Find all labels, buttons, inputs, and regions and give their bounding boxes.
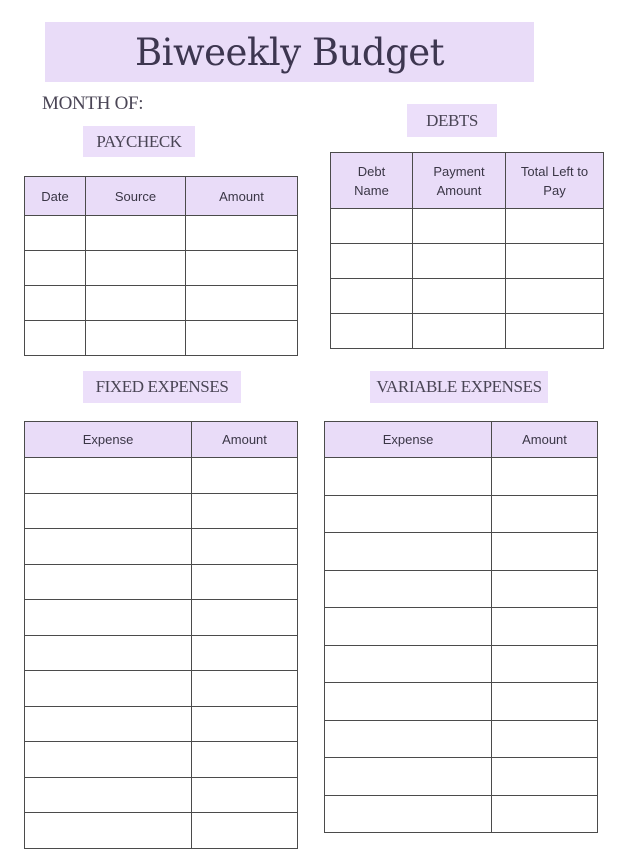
fixed-cell[interactable] bbox=[25, 671, 192, 707]
variable-cell[interactable] bbox=[492, 720, 598, 758]
fixed-table-row bbox=[25, 493, 298, 529]
variable-table-row bbox=[325, 758, 598, 796]
fixed-cell[interactable] bbox=[25, 813, 192, 849]
paycheck-cell[interactable] bbox=[186, 321, 298, 356]
variable-table-row bbox=[325, 458, 598, 496]
variable-table-row bbox=[325, 683, 598, 721]
fixed-cell[interactable] bbox=[192, 564, 298, 600]
paycheck-cell[interactable] bbox=[86, 216, 186, 251]
variable-cell[interactable] bbox=[492, 758, 598, 796]
paycheck-header-amount: Amount bbox=[186, 177, 298, 216]
fixed-table-row bbox=[25, 671, 298, 707]
title-banner bbox=[45, 22, 534, 82]
fixed-cell[interactable] bbox=[25, 600, 192, 636]
variable-cell[interactable] bbox=[492, 495, 598, 533]
variable-table-row bbox=[325, 720, 598, 758]
variable-cell[interactable] bbox=[492, 570, 598, 608]
paycheck-table-row bbox=[25, 251, 298, 286]
debts-cell[interactable] bbox=[331, 314, 413, 349]
debts-cell[interactable] bbox=[506, 209, 604, 244]
fixed-cell[interactable] bbox=[192, 813, 298, 849]
paycheck-header-source: Source bbox=[86, 177, 186, 216]
variable-cell[interactable] bbox=[492, 795, 598, 833]
month-of-label: MONTH OF: bbox=[42, 93, 144, 114]
paycheck-cell[interactable] bbox=[86, 286, 186, 321]
variable-cell[interactable] bbox=[325, 570, 492, 608]
variable-cell[interactable] bbox=[492, 458, 598, 496]
variable-table-row bbox=[325, 533, 598, 571]
fixed-cell[interactable] bbox=[192, 635, 298, 671]
variable-cell[interactable] bbox=[325, 533, 492, 571]
variable-header-expense: Expense bbox=[325, 422, 492, 458]
debts-cell[interactable] bbox=[331, 244, 413, 279]
fixed-table-row bbox=[25, 564, 298, 600]
debts-cell[interactable] bbox=[331, 209, 413, 244]
paycheck-cell[interactable] bbox=[25, 251, 86, 286]
debts-cell[interactable] bbox=[331, 279, 413, 314]
variable-table-row bbox=[325, 608, 598, 646]
fixed-expenses-table bbox=[24, 421, 298, 849]
debts-cell[interactable] bbox=[506, 244, 604, 279]
paycheck-cell[interactable] bbox=[25, 286, 86, 321]
fixed-cell[interactable] bbox=[192, 777, 298, 813]
variable-cell[interactable] bbox=[492, 645, 598, 683]
variable-table-row bbox=[325, 645, 598, 683]
page-title: Biweekly Budget bbox=[134, 30, 445, 74]
paycheck-table-row bbox=[25, 216, 298, 251]
fixed-cell[interactable] bbox=[25, 458, 192, 494]
fixed-cell[interactable] bbox=[192, 742, 298, 778]
fixed-cell[interactable] bbox=[25, 635, 192, 671]
debts-cell[interactable] bbox=[506, 279, 604, 314]
paycheck-cell[interactable] bbox=[186, 286, 298, 321]
fixed-cell[interactable] bbox=[25, 706, 192, 742]
fixed-cell[interactable] bbox=[192, 458, 298, 494]
paycheck-table-row bbox=[25, 321, 298, 356]
variable-table-row bbox=[325, 795, 598, 833]
fixed-cell[interactable] bbox=[25, 742, 192, 778]
fixed-table-row bbox=[25, 458, 298, 494]
variable-cell[interactable] bbox=[325, 795, 492, 833]
fixed-table-row bbox=[25, 635, 298, 671]
variable-cell[interactable] bbox=[325, 720, 492, 758]
variable-cell[interactable] bbox=[492, 533, 598, 571]
debts-table-row bbox=[331, 314, 604, 349]
paycheck-header-date: Date bbox=[25, 177, 86, 216]
variable-header-amount: Amount bbox=[492, 422, 598, 458]
paycheck-cell[interactable] bbox=[186, 251, 298, 286]
debts-cell[interactable] bbox=[413, 209, 506, 244]
fixed-cell[interactable] bbox=[192, 706, 298, 742]
debts-header-debt-name: Debt Name bbox=[331, 153, 413, 209]
debts-header-payment-amount: Payment Amount bbox=[413, 153, 506, 209]
fixed-cell[interactable] bbox=[192, 493, 298, 529]
fixed-cell[interactable] bbox=[192, 671, 298, 707]
fixed-table-row bbox=[25, 600, 298, 636]
debts-table-row bbox=[331, 244, 604, 279]
variable-cell[interactable] bbox=[325, 495, 492, 533]
fixed-table-row bbox=[25, 706, 298, 742]
fixed-cell[interactable] bbox=[25, 564, 192, 600]
paycheck-table-row bbox=[25, 286, 298, 321]
paycheck-table bbox=[24, 176, 298, 356]
debts-table-row bbox=[331, 209, 604, 244]
debts-table-row bbox=[331, 279, 604, 314]
variable-expenses-table bbox=[324, 421, 598, 833]
fixed-cell[interactable] bbox=[192, 600, 298, 636]
fixed-header-expense: Expense bbox=[25, 422, 192, 458]
variable-expenses-label: VARIABLE EXPENSES bbox=[370, 371, 548, 403]
paycheck-cell[interactable] bbox=[86, 321, 186, 356]
fixed-cell[interactable] bbox=[25, 493, 192, 529]
variable-table-row bbox=[325, 570, 598, 608]
fixed-header-amount: Amount bbox=[192, 422, 298, 458]
debts-cell[interactable] bbox=[413, 279, 506, 314]
fixed-cell[interactable] bbox=[25, 777, 192, 813]
fixed-cell[interactable] bbox=[192, 529, 298, 565]
fixed-expenses-label: FIXED EXPENSES bbox=[83, 371, 241, 403]
variable-cell[interactable] bbox=[492, 683, 598, 721]
fixed-cell[interactable] bbox=[25, 529, 192, 565]
variable-cell[interactable] bbox=[325, 645, 492, 683]
fixed-table-row bbox=[25, 813, 298, 849]
variable-cell[interactable] bbox=[325, 683, 492, 721]
paycheck-label: PAYCHECK bbox=[83, 126, 195, 157]
variable-table-row bbox=[325, 495, 598, 533]
variable-cell[interactable] bbox=[325, 758, 492, 796]
variable-cell[interactable] bbox=[325, 608, 492, 646]
fixed-table-row bbox=[25, 777, 298, 813]
variable-cell[interactable] bbox=[492, 608, 598, 646]
variable-cell[interactable] bbox=[325, 458, 492, 496]
debts-header-total-left: Total Left to Pay bbox=[506, 153, 604, 209]
paycheck-cell[interactable] bbox=[25, 216, 86, 251]
paycheck-cell[interactable] bbox=[186, 216, 298, 251]
paycheck-cell[interactable] bbox=[25, 321, 86, 356]
paycheck-cell[interactable] bbox=[86, 251, 186, 286]
debts-cell[interactable] bbox=[413, 244, 506, 279]
debts-cell[interactable] bbox=[506, 314, 604, 349]
debts-cell[interactable] bbox=[413, 314, 506, 349]
debts-table bbox=[330, 152, 604, 349]
fixed-table-row bbox=[25, 529, 298, 565]
debts-label: DEBTS bbox=[407, 104, 497, 137]
fixed-table-row bbox=[25, 742, 298, 778]
